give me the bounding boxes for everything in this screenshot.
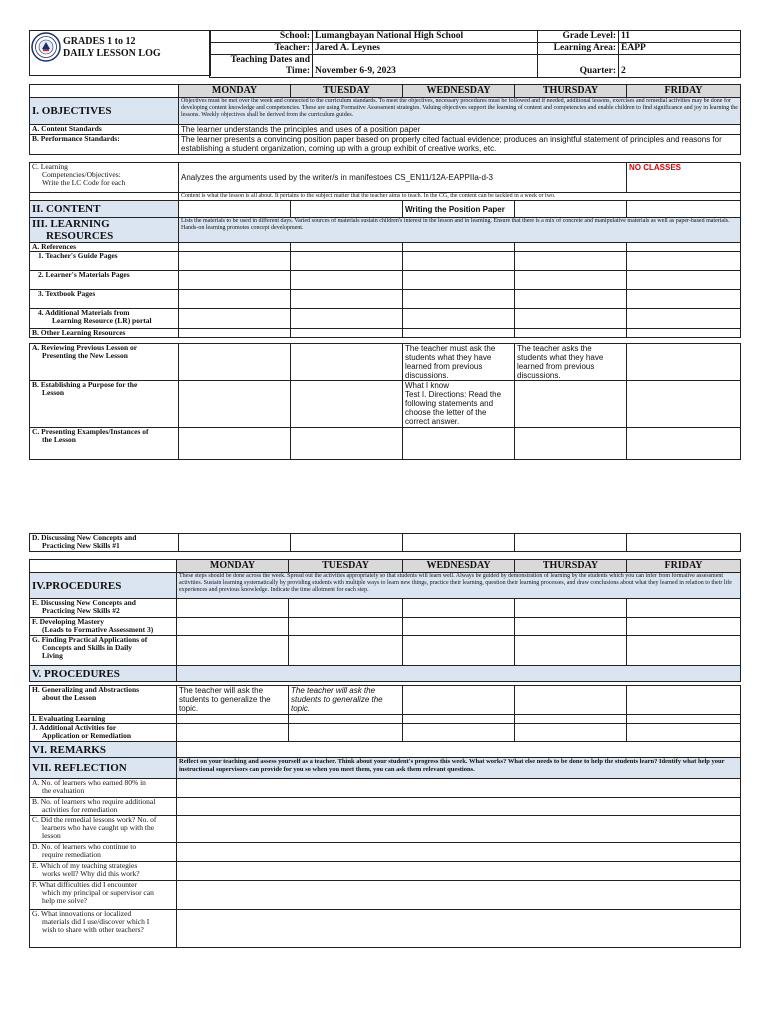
day-header-blank (30, 85, 179, 98)
learners-materials-label: 2. Learner's Materials Pages (30, 271, 179, 290)
remarks-value (177, 742, 741, 758)
teacher-label: Teacher: (210, 43, 313, 55)
other-resources-label: B. Other Learning Resources (30, 329, 179, 338)
header-title-line1: GRADES 1 to 12 (63, 36, 136, 47)
reflection-g-value (177, 910, 741, 948)
day-wednesday: WEDNESDAY (403, 85, 515, 98)
competencies-value: Analyzes the arguments used by the writer/s in manifestoes CS_EN11/12A-EAPPIIa-d-3 (179, 163, 627, 193)
reflection-b-value (177, 798, 741, 816)
establishing-purpose-label: B. Establishing a Purpose for the Lesson (30, 381, 179, 428)
dates-value: November 6-9, 2023 (313, 55, 538, 78)
spacer (30, 155, 741, 163)
presenting-examples-label: C. Presenting Examples/Instances of the Lesson (30, 428, 179, 460)
school-value: Lumangbayan National High School (313, 31, 538, 43)
day-monday-2: MONDAY (177, 560, 289, 573)
content-note-blank (30, 193, 179, 201)
developing-mastery-label: F. Developing Mastery (Leads to Formative Assessment 3) (30, 618, 177, 636)
reflection-g-label: G. What innovations or localized materials did I use/discover which I wish to share with other teachers? (30, 910, 177, 948)
generalizing-label: H. Generalizing and Abstractions about the Lesson (30, 686, 177, 715)
generalizing-mon: The teacher will ask the students to generalize the topic. (177, 686, 289, 715)
content-mon (179, 201, 291, 218)
performance-standards-value: The learner presents a convincing position paper based on properly cited factual evidence; produces an insightful statement of principles and reasons for establishing a student organization, coming up with a group exhibit of creative works, etc. (179, 135, 741, 155)
reflection-d-value (177, 843, 741, 862)
reflection-c-label: C. Did the remedial lessons work? No. of learners who have caught up with the lesson (30, 816, 177, 843)
objectives-note: Objectives must be met over the week and connected to the curriculum standards. To meet the objectives, necessary procedures must be followed and if needed, additional lessons, exercises and remedial activities may be done for developing content knowledge and competencies. These are using Formative Assessment strategies. Valuing objectives support the learning of content and competencies and enable children to find significance and joy in learning the lessons. Weekly objectives shall be derived from the curriculum guides. (179, 98, 741, 125)
reflection-f-label: F. What difficulties did I encounter which my principal or supervisor can help me solve? (30, 881, 177, 910)
lesson-log-table-bottom (29, 559, 741, 948)
textbook-label: 3. Textbook Pages (30, 290, 179, 309)
resources-note: Lists the materials to be used in different days. Varied sources of materials sustain children's interest in the lesson and in learning. Ensure that there is a mix of concrete and manipulative materials as well as paper-based materials. Hands-on learning promotes concept development. (179, 218, 741, 243)
reviewing-previous-lesson-label: A. Reviewing Previous Lesson or Presenting the New Lesson (30, 344, 179, 381)
reflection-b-label: B. No. of learners who require additional activities for remediation (30, 798, 177, 816)
reflection-e-value (177, 862, 741, 881)
area-label: Learning Area: (538, 43, 619, 55)
content-wed: Writing the Position Paper (403, 201, 515, 218)
teachers-guide-label: 1. Teacher's Guide Pages (30, 252, 179, 271)
day-wednesday-2: WEDNESDAY (403, 560, 515, 573)
area-value: EAPP (619, 43, 741, 55)
procedures-v-title: V. PROCEDURES (30, 666, 177, 682)
reflection-title: VII. REFLECTION (30, 758, 177, 779)
reviewing-wed: The teacher must ask the students what they have learned from previous discussions. (403, 344, 515, 381)
dates-label: Teaching Dates and Time: (210, 55, 313, 78)
day-monday: MONDAY (179, 85, 291, 98)
no-classes-note: NO CLASSES (627, 163, 741, 193)
teacher-value: Jared A. Leynes (313, 43, 538, 55)
day-friday-2: FRIDAY (627, 560, 741, 573)
reflection-note: Reflect on your teaching and assess yourself as a teacher. Think about your student's progress this week. What works? What else needs to be done to help the students learn? Identify what help your instructional supervisors can provide for you so when you meet them, you can ask them relevant questions. (177, 758, 741, 779)
grade-value: 11 (619, 31, 741, 43)
reviewing-thu: The teacher asks the students what they have learned from previous discussions. (515, 344, 627, 381)
resources-title: III. LEARNING RESOURCES (30, 218, 179, 243)
lr-portal-label: 4. Additional Materials from Learning Resource (LR) portal (30, 309, 179, 329)
remarks-title: VI. REMARKS (30, 742, 177, 758)
content-standards-label: A. Content Standards (30, 125, 179, 135)
reflection-a-value (177, 779, 741, 798)
performance-standards-label: B. Performance Standards: (30, 135, 179, 155)
quarter-value: 2 (619, 55, 741, 78)
procedures-v-band (177, 666, 741, 682)
reflection-e-label: E. Which of my teaching strategies works well? Why did this work? (30, 862, 177, 881)
content-title: II. CONTENT (30, 201, 179, 218)
header-title-line2: DAILY LESSON LOG (63, 48, 161, 59)
procedures-note: These steps should be done across the week. Spread out the activities appropriately so that students will learn well. Always be guided by demonstration of learning by the students which you can infer from formative assessment activities. Sustain learning systematically by providing students with multiple ways to learn new things, practice their learning, question their learning processes, and draw conclusions about what they learned in relation to their life experiences and previous knowledge. Indicate the time allotment for each step. (177, 573, 741, 599)
header-info-table (209, 30, 741, 78)
reflection-c-value (177, 816, 741, 843)
competencies-label: C. Learning Competencies/Objectives: Write the LC Code for each (30, 163, 179, 193)
content-tue (291, 201, 403, 218)
lesson-log-table-d (29, 533, 741, 552)
grade-label: Grade Level: (538, 31, 619, 43)
header-title-box (29, 30, 211, 76)
day-header-blank-2 (30, 560, 177, 573)
day-thursday-2: THURSDAY (515, 560, 627, 573)
additional-activities-label: J. Additional Activities for Application or Remediation (30, 724, 177, 742)
reflection-d-label: D. No. of learners who continue to require remediation (30, 843, 177, 862)
content-fri (627, 201, 741, 218)
day-tuesday-2: TUESDAY (289, 560, 403, 573)
procedures-title: IV.PROCEDURES (30, 573, 177, 599)
objectives-title: I. OBJECTIVES (30, 98, 179, 125)
day-tuesday: TUESDAY (291, 85, 403, 98)
establishing-purpose-wed: What I know Test I. Directions: Read the following statements and choose the letter of the correct answer. (403, 381, 515, 428)
lesson-log-table-top (29, 84, 741, 460)
content-thu (515, 201, 627, 218)
practical-applications-label: G. Finding Practical Applications of Concepts and Skills in Daily Living (30, 636, 177, 666)
reflection-f-value (177, 881, 741, 910)
evaluating-learning-label: I. Evaluating Learning (30, 715, 177, 724)
content-note: Content is what the lesson is all about. It pertains to the subject matter that the teacher aims to teach. In the CG, the content can be tackled in a week or two. (179, 193, 741, 201)
generalizing-tue: The teacher will ask the students to generalize the topic. (289, 686, 403, 715)
quarter-label: Quarter: (538, 55, 619, 78)
day-friday: FRIDAY (627, 85, 741, 98)
reflection-a-label: A. No. of learners who earned 80% in the evaluation (30, 779, 177, 798)
content-standards-value: The learner understands the principles and uses of a position paper (179, 125, 741, 135)
day-thursday: THURSDAY (515, 85, 627, 98)
references-label: A. References (30, 243, 179, 252)
discussing-concepts-2-label: E. Discussing New Concepts and Practicing New Skills #2 (30, 599, 177, 618)
school-label: School: (210, 31, 313, 43)
discussing-concepts-1-label: D. Discussing New Concepts and Practicing New Skills #1 (30, 534, 179, 552)
